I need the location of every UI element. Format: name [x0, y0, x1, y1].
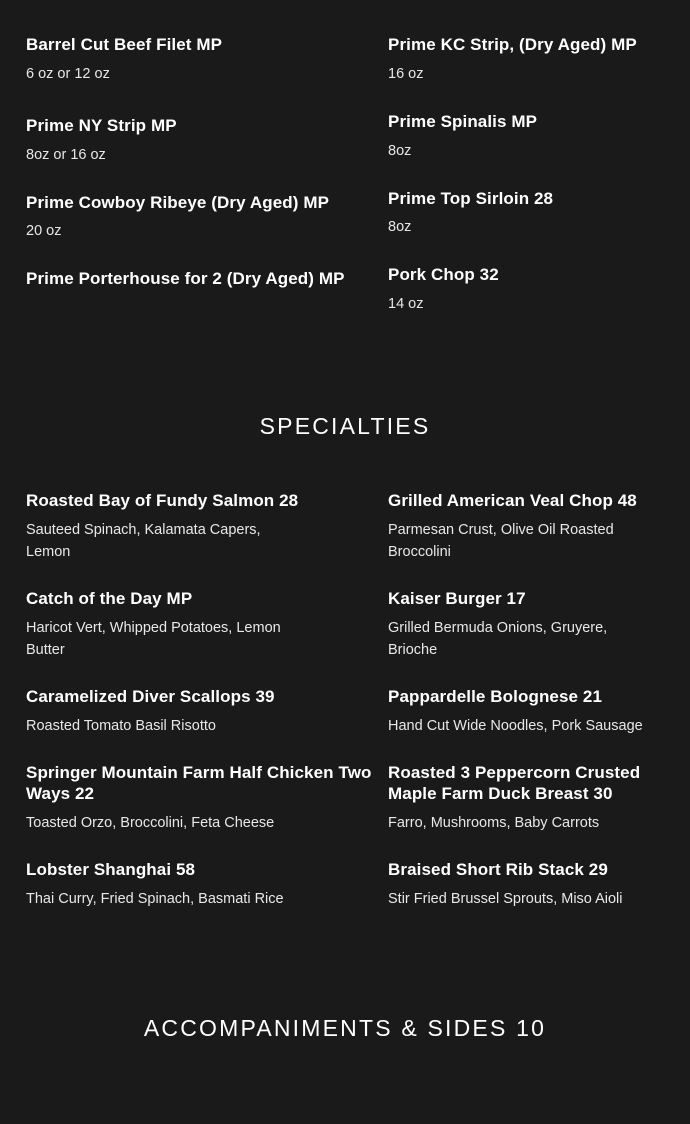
steaks-section — [26, 0, 664, 341]
menu-item — [26, 490, 388, 563]
menu-item — [26, 686, 388, 737]
menu-item — [388, 859, 664, 910]
menu-item — [388, 264, 664, 315]
menu-item-description: Stir Fried Brussel Sprouts, Miso Aioli — [388, 890, 623, 907]
section-title-accompaniments: ACCOMPANIMENTS & SIDES 10 — [143, 1014, 547, 1041]
specialties-left-column — [26, 490, 388, 935]
menu-item-name: Catch of the Day MP — [26, 588, 193, 608]
menu-item-description: Thai Curry, Fried Spinach, Basmati Rice — [26, 890, 284, 907]
section-title-specialties: SPECIALTIES — [259, 413, 431, 440]
menu-item — [388, 34, 664, 85]
menu-item-description: 14 oz — [388, 296, 424, 313]
menu-item-description: Farro, Mushrooms, Baby Carrots — [388, 815, 600, 832]
menu-item-description: 16 oz — [388, 65, 424, 82]
menu-item-description: 20 oz — [26, 223, 62, 240]
menu-item-name: Prime NY Strip MP — [26, 115, 177, 135]
menu-item-name: Kaiser Burger 17 — [388, 588, 526, 608]
menu-item — [26, 859, 388, 910]
menu-item-name: Prime Cowboy Ribeye (Dry Aged) MP — [26, 192, 330, 212]
menu-item-name: Barrel Cut Beef Filet MP — [26, 35, 223, 54]
menu-item — [26, 115, 388, 166]
menu-item — [26, 268, 388, 290]
menu-item-description: 8oz — [388, 219, 412, 236]
menu-item-name: Roasted 3 Peppercorn Crusted Maple Farm Duck Breast 30 — [388, 762, 641, 804]
menu-item — [26, 192, 388, 243]
menu-item — [26, 588, 388, 661]
menu-item — [26, 34, 388, 85]
menu-item — [388, 686, 664, 737]
section-spacer — [26, 341, 664, 413]
menu-item-description: 6 oz or 12 oz — [26, 65, 110, 82]
menu-item — [388, 188, 664, 239]
specialties-right-column — [388, 490, 664, 935]
specialties-section — [26, 490, 664, 935]
menu-item-name: Prime Spinalis MP — [388, 111, 538, 131]
steaks-right-column — [388, 34, 664, 341]
menu-item-description: Sauteed Spinach, Kalamata Capers, Lemon — [26, 521, 261, 560]
menu-item-name: Grilled American Veal Chop 48 — [388, 491, 637, 511]
section-spacer — [26, 935, 664, 1015]
menu-item — [388, 490, 664, 563]
menu-item-description: Parmesan Crust, Olive Oil Roasted Broccolini — [388, 521, 614, 560]
menu-item-name: Caramelized Diver Scallops 39 — [26, 686, 275, 706]
menu-item-name: Prime KC Strip, (Dry Aged) MP — [388, 35, 637, 54]
menu-item-name: Pappardelle Bolognese 21 — [388, 686, 603, 706]
menu-item-description: Haricot Vert, Whipped Potatoes, Lemon Butter — [26, 619, 281, 658]
steaks-left-column — [26, 34, 388, 341]
menu-item-name: Braised Short Rib Stack 29 — [388, 860, 608, 880]
menu-item-description: Grilled Bermuda Onions, Gruyere, Brioche — [388, 619, 608, 658]
menu-item-name: Lobster Shanghai 58 — [26, 860, 196, 880]
menu-item-description: 8oz — [388, 142, 412, 159]
menu-item-name: Prime Top Sirloin 28 — [388, 188, 554, 208]
menu-item — [388, 588, 664, 661]
menu-item-name: Prime Porterhouse for 2 (Dry Aged) MP — [26, 269, 345, 289]
menu-item-name: Pork Chop 32 — [388, 265, 499, 285]
menu-item-description: Toasted Orzo, Broccolini, Feta Cheese — [26, 815, 275, 832]
menu-item-name: Springer Mountain Farm Half Chicken Two Ways 22 — [26, 762, 372, 804]
menu-item — [26, 762, 388, 835]
menu-item-description: 8oz or 16 oz — [26, 146, 106, 163]
menu-item-description: Roasted Tomato Basil Risotto — [26, 717, 216, 734]
menu-item — [388, 111, 664, 162]
menu-item-name: Roasted Bay of Fundy Salmon 28 — [26, 491, 299, 511]
menu-item-description: Hand Cut Wide Noodles, Pork Sausage — [388, 717, 643, 734]
menu-item — [388, 762, 664, 835]
